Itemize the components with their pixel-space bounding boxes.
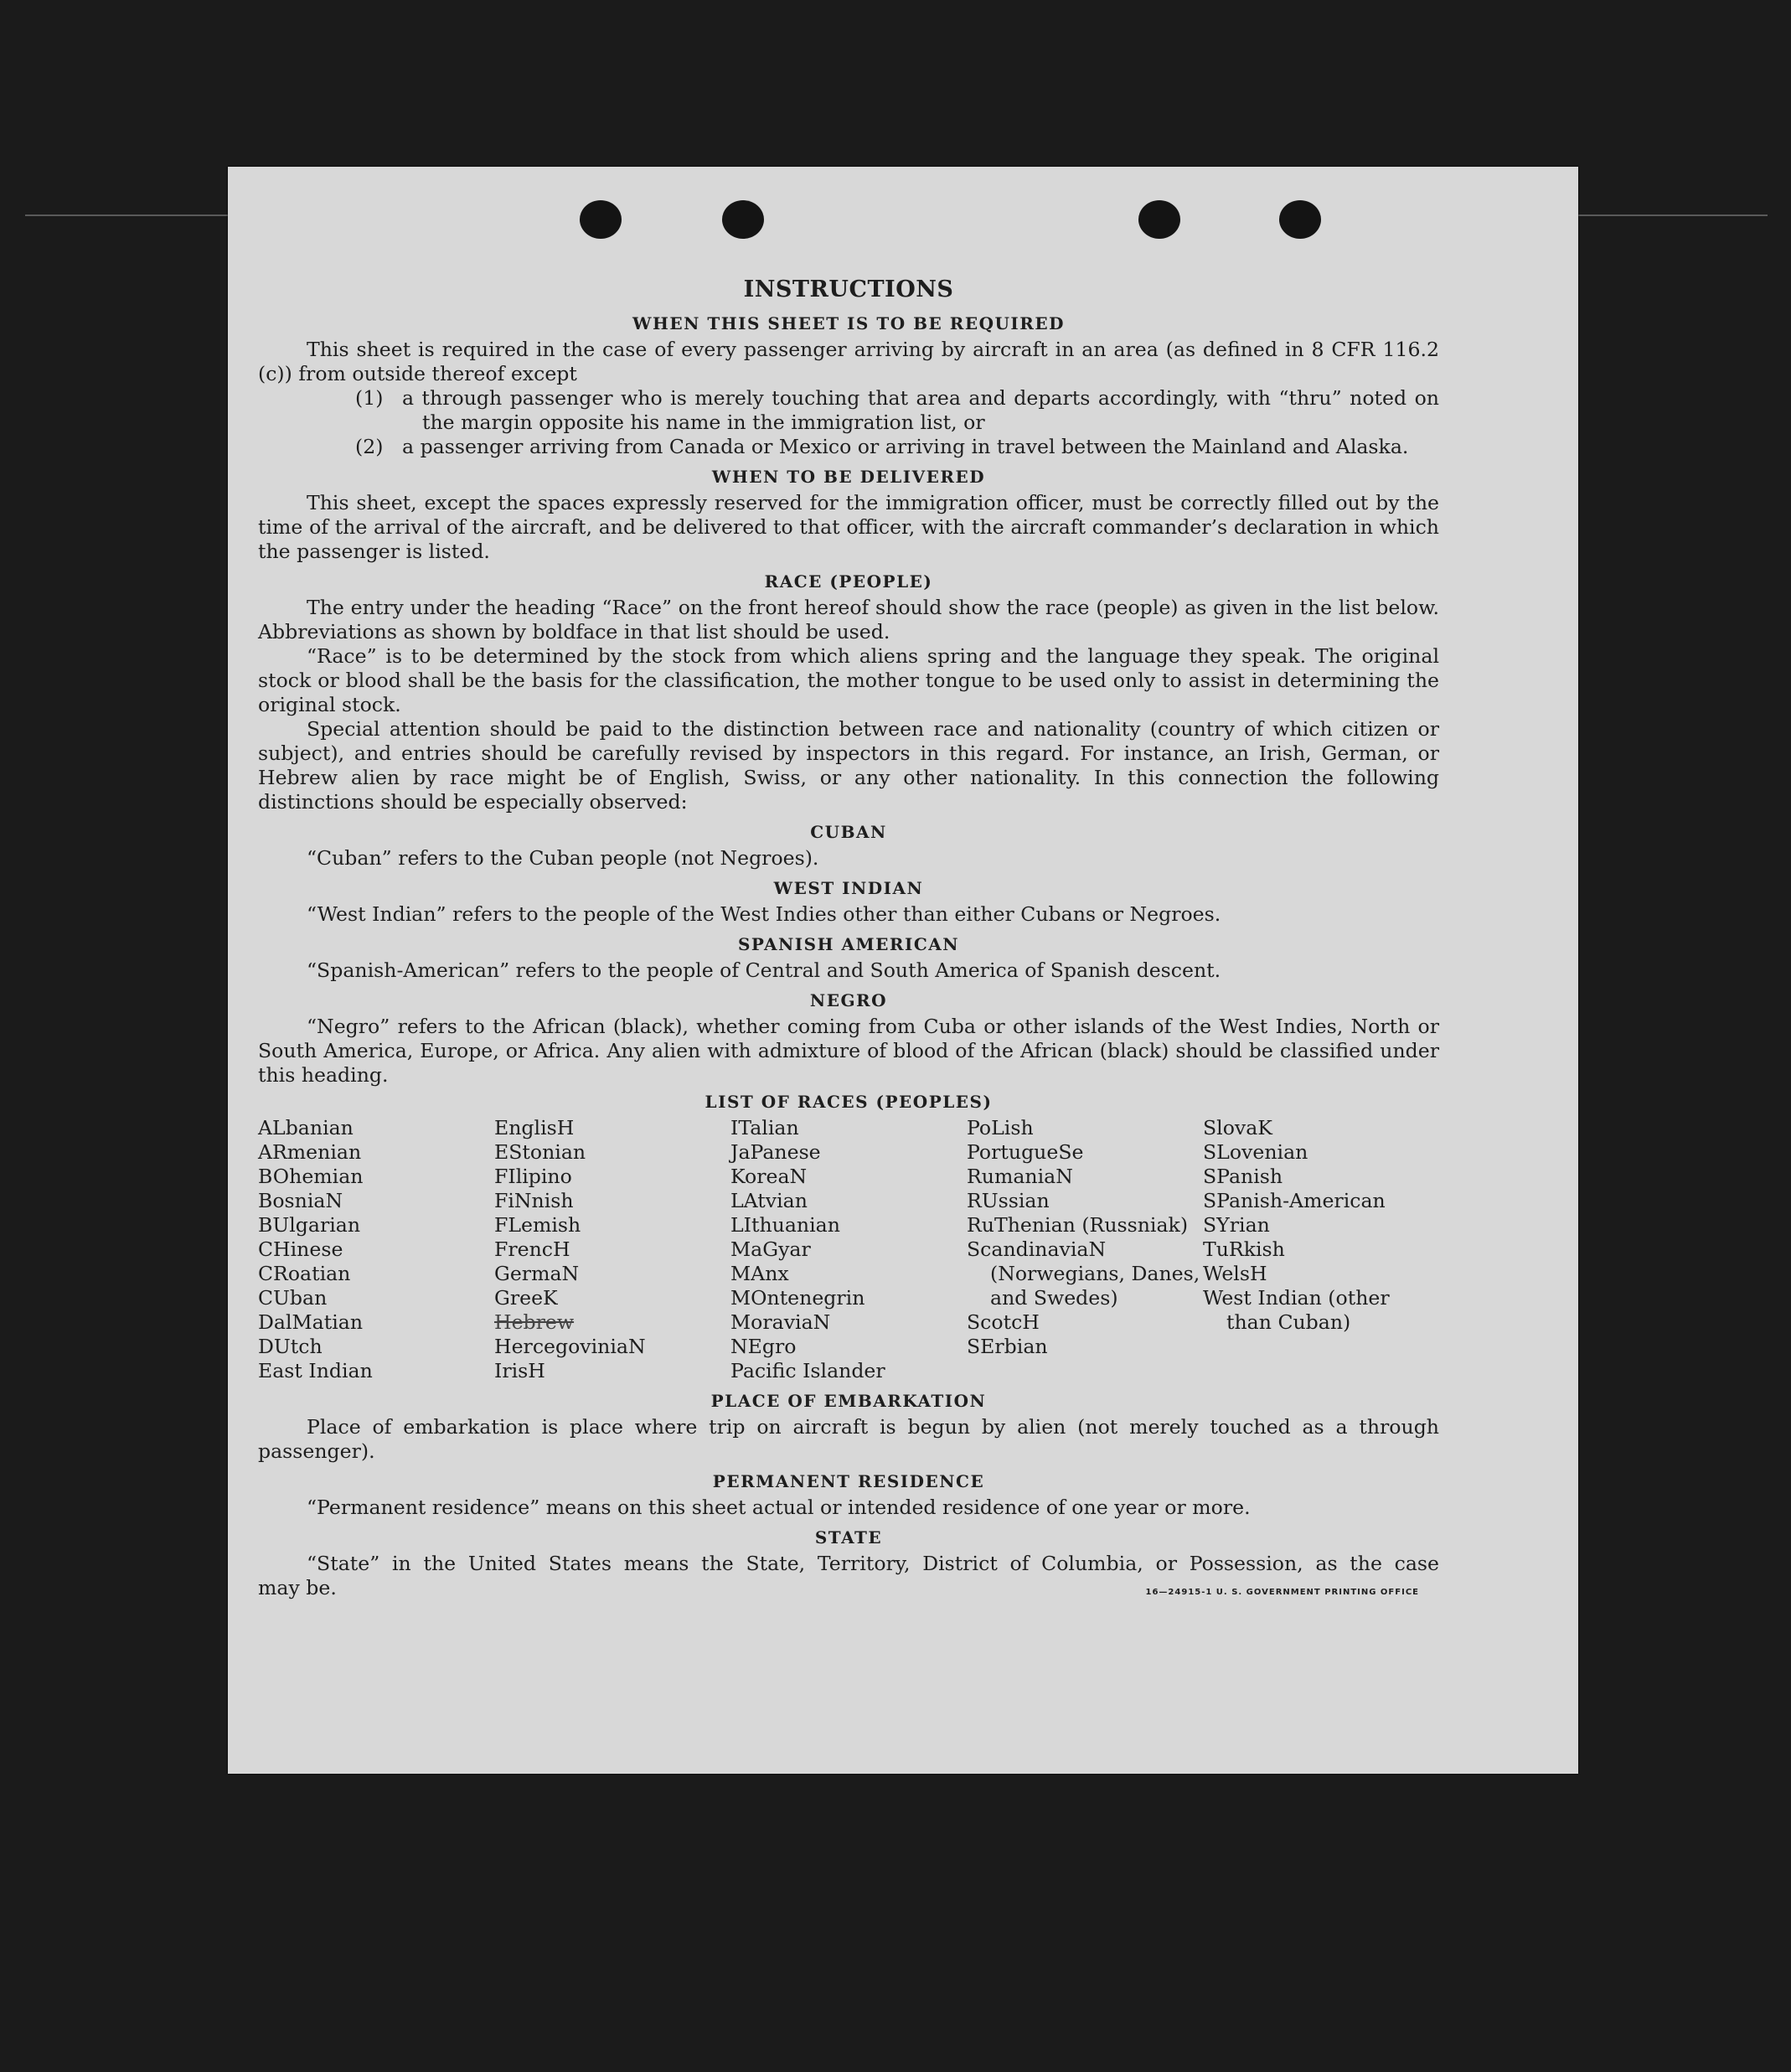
race-entry: NEgro	[730, 1335, 797, 1358]
instruction-sheet	[228, 167, 1578, 1774]
race-entry: KoreaN	[730, 1165, 808, 1188]
race-paragraph: The entry under the heading “Race” on the front hereof should show the race (people) as given in the list below. Abbreviations as shown by boldface in that list should be used.	[258, 596, 1439, 643]
race-entry: MoraviaN	[730, 1310, 831, 1334]
race-entry: SLovenian	[1203, 1140, 1308, 1164]
race-entry: DalMatian	[258, 1310, 364, 1334]
race-entry: ITalian	[730, 1116, 799, 1139]
punch-hole	[1279, 200, 1321, 239]
race-column	[967, 1116, 1203, 1383]
section-heading-embarkation: PLACE OF EMBARKATION	[710, 1391, 987, 1411]
section-heading-state: STATE	[814, 1527, 883, 1548]
race-entry: SPanish-American	[1203, 1189, 1386, 1212]
race-entry: RUssian	[967, 1189, 1050, 1212]
race-entry: MAnx	[730, 1262, 789, 1285]
race-entry: IrisH	[494, 1359, 545, 1382]
race-entry: ARmenian	[258, 1140, 362, 1164]
race-entry: BOhemian	[258, 1165, 364, 1188]
race-entry: GermaN	[494, 1262, 580, 1285]
exception-item: (2) a passenger arriving from Canada or Mexico or arriving in travel between the Mainland and Alaska.	[355, 435, 1409, 458]
race-paragraph: Special attention should be paid to the distinction between race and nationality (country of which citizen or subject), and entries should be carefully revised by inspectors in this regard. For instance, an Irish, German, or Hebrew alien by race might be of English, Swiss, or any other nationality. In this connection the following distinctions should be especially observed:	[258, 717, 1439, 814]
race-entry: MOntenegrin	[730, 1286, 865, 1310]
race-entry: WelsH	[1203, 1262, 1267, 1285]
footer-row	[258, 1576, 1439, 1600]
race-entry: RumaniaN	[967, 1165, 1073, 1188]
section-heading-negro: NEGRO	[809, 990, 888, 1010]
exception-list	[355, 386, 1439, 459]
race-entry: SPanish	[1203, 1165, 1283, 1188]
spanish-american-text: “Spanish-American” refers to the people of Central and South America of Spanish descent.	[307, 958, 1221, 982]
west-indian-text: “West Indian” refers to the people of the West Indies other than either Cubans or Negroes.	[307, 902, 1221, 926]
race-entry: PoLish	[967, 1116, 1034, 1139]
delivered-text: This sheet, except the spaces expressly reserved for the immigration officer, must be correctly filled out by the time of the arrival of the aircraft, and be delivered to that officer, with the aircraft commander’s declaration in which the passenger is listed.	[258, 491, 1439, 563]
section-heading-spanish-american: SPANISH AMERICAN	[737, 934, 960, 954]
section-heading-west-indian: WEST INDIAN	[773, 878, 924, 898]
exception-item: (1) a through passenger who is merely touching that area and departs accordingly, with “thru” noted on the margin opposite his name in the immigration list, or	[355, 386, 1439, 434]
race-entry: SlovaK	[1203, 1116, 1272, 1139]
race-entry: SYrian	[1203, 1213, 1270, 1237]
race-entry: RuThenian (Russniak)	[967, 1213, 1189, 1237]
race-entry: West Indian (other than Cuban)	[1203, 1286, 1390, 1334]
race-entry: TuRkish	[1203, 1238, 1285, 1261]
section-heading-cuban: CUBAN	[810, 822, 887, 842]
race-entry: BUlgarian	[258, 1213, 361, 1237]
race-entry-struck-out: Hebrew	[494, 1310, 575, 1334]
sheet-content	[258, 276, 1439, 1600]
print-code: 16—24915-1 U. S. GOVERNMENT PRINTING OFFICE	[1145, 1588, 1419, 1597]
race-entry: ALbanian	[258, 1116, 354, 1139]
negro-text: “Negro” refers to the African (black), whether coming from Cuba or other islands of the West Indies, North or South America, Europe, or Africa. Any alien with admixture of blood of the African (black) should be classified under this heading.	[258, 1015, 1439, 1087]
cuban-text: “Cuban” refers to the Cuban people (not Negroes).	[307, 846, 819, 870]
race-entry: FLemish	[494, 1213, 581, 1237]
race-list	[258, 1116, 1439, 1383]
race-entry: FIlipino	[494, 1165, 572, 1188]
race-entry: FrencH	[494, 1238, 570, 1261]
race-column	[494, 1116, 730, 1383]
race-entry: BosniaN	[258, 1189, 343, 1212]
race-entry: ScandinaviaN (Norwegians, Danes, and Swedes)	[967, 1238, 1200, 1310]
punch-hole	[580, 200, 622, 239]
section-heading-residence: PERMANENT RESIDENCE	[712, 1471, 985, 1491]
residence-text: “Permanent residence” means on this sheet actual or intended residence of one year or more.	[307, 1496, 1251, 1519]
section-heading-delivered: WHEN TO BE DELIVERED	[711, 467, 986, 487]
race-entry: EStonian	[494, 1140, 586, 1164]
race-entry: DUtch	[258, 1335, 323, 1358]
race-entry: EnglisH	[494, 1116, 575, 1139]
race-column	[258, 1116, 494, 1383]
race-entry: LIthuanian	[730, 1213, 840, 1237]
race-entry: MaGyar	[730, 1238, 811, 1261]
section-heading-race: RACE (PEOPLE)	[764, 571, 933, 592]
race-paragraph: “Race” is to be determined by the stock from which aliens spring and the language they speak. The original stock or blood shall be the basis for the classification, the mother tongue to be used only to assist in determining the original stock.	[258, 644, 1439, 716]
page-title: INSTRUCTIONS	[743, 276, 954, 302]
race-entry: GreeK	[494, 1286, 558, 1310]
state-text: “State” in the United States means the State, Territory, District of Columbia, or Possession, as the case	[307, 1552, 1439, 1575]
state-text-end: may be.	[258, 1576, 337, 1599]
punch-hole	[722, 200, 764, 239]
race-entry: LAtvian	[730, 1189, 808, 1212]
race-entry: CHinese	[258, 1238, 343, 1261]
race-entry: East Indian	[258, 1359, 373, 1382]
race-entry: JaPanese	[730, 1140, 821, 1164]
punch-hole	[1138, 200, 1180, 239]
race-entry: CRoatian	[258, 1262, 351, 1285]
section-heading-required: WHEN THIS SHEET IS TO BE REQUIRED	[632, 313, 1065, 333]
race-column	[1203, 1116, 1439, 1383]
required-intro: This sheet is required in the case of every passenger arriving by aircraft in an area (as defined in 8 CFR 116.2 (c)) from outside thereof except	[258, 338, 1439, 385]
race-entry: ScotcH	[967, 1310, 1040, 1334]
section-heading-list-of-races: LIST OF RACES (PEOPLES)	[705, 1092, 993, 1112]
race-entry: CUban	[258, 1286, 328, 1310]
race-entry: SErbian	[967, 1335, 1048, 1358]
embarkation-text: Place of embarkation is place where trip on aircraft is begun by alien (not merely touched as a through passenger).	[258, 1415, 1439, 1463]
race-entry: PortugueSe	[967, 1140, 1084, 1164]
race-entry: FiNnish	[494, 1189, 574, 1212]
race-entry: Pacific Islander	[730, 1359, 885, 1382]
race-entry: HercegoviniaN	[494, 1335, 646, 1358]
race-column	[730, 1116, 967, 1383]
